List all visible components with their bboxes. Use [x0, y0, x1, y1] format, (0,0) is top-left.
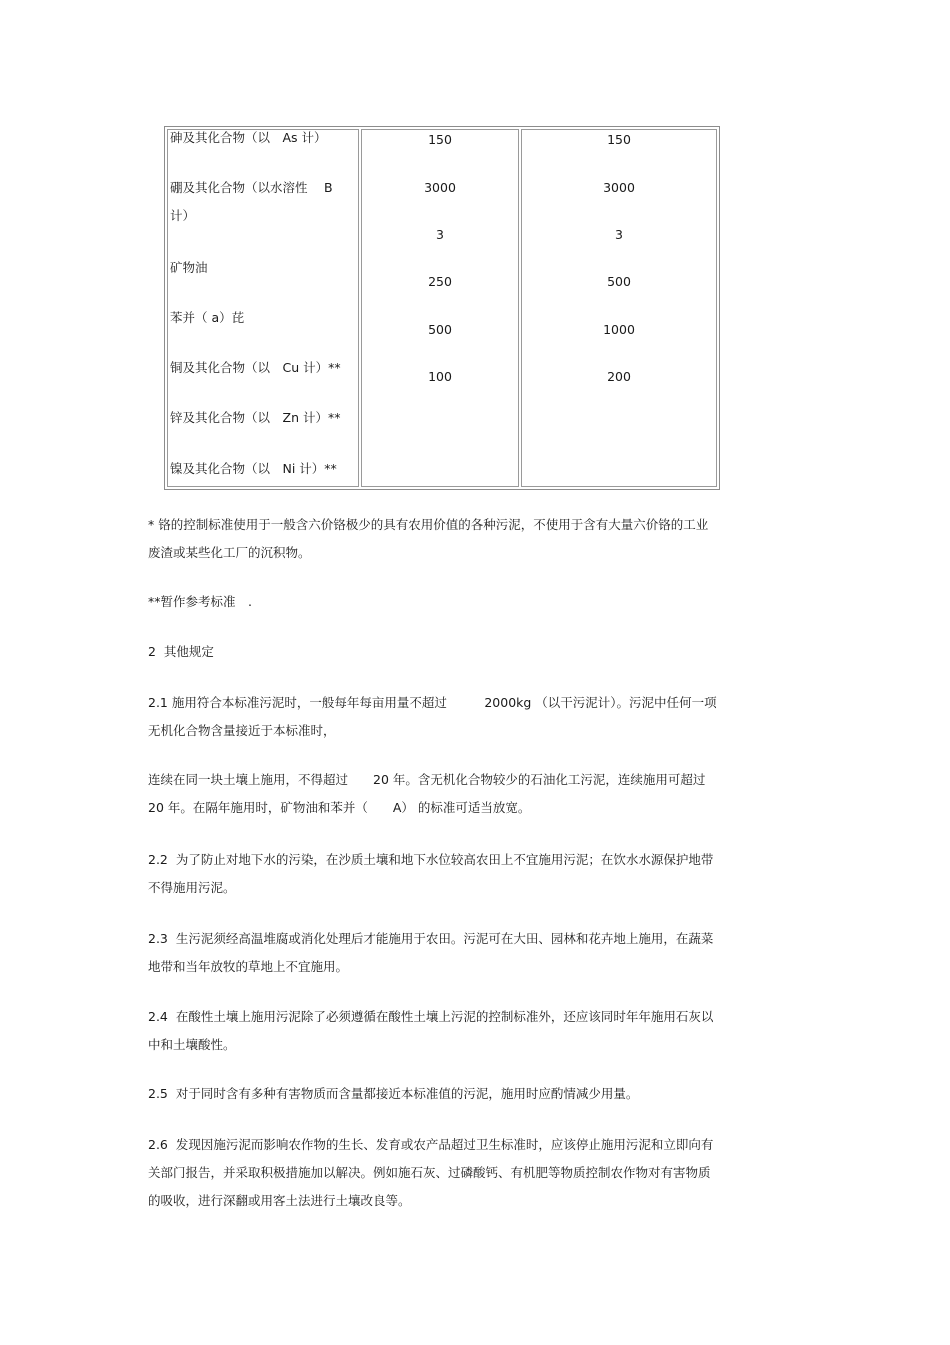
- paragraph-2-2: 2.2 为了防止对地下水的污染，在沙质土壤和地下水位较高农田上不宜施用污泥；在饮水水源保护地带不得施用污泥。: [148, 852, 714, 895]
- paragraph-2-4: 2.4 在酸性土壤上施用污泥除了必须遵循在酸性土壤上污泥的控制标准外，还应该同时年年施用石灰以中和土壤酸性。: [148, 1009, 714, 1052]
- value-cell: 150: [607, 132, 631, 147]
- paragraph-2-5: 2.5 对于同时含有多种有害物质而含量都接近本标准值的污泥，施用时应酌情减少用量。: [148, 1086, 639, 1101]
- standards-table: [164, 126, 720, 490]
- value-cell: 3000: [424, 180, 456, 195]
- paragraph-2-3: 2.3 生污泥须经高温堆腐或消化处理后才能施用于农田。污泥可在大田、园林和花卉地上施用，在蔬菜地带和当年放牧的草地上不宜施用。: [148, 931, 714, 974]
- section-heading: 2 其他规定: [148, 644, 214, 659]
- label-copper: 铜及其化合物（以 Cu 计）**: [170, 360, 341, 375]
- value-cell: 3: [615, 227, 623, 242]
- value-cell: 500: [607, 274, 631, 289]
- paragraph-2-1-a: 2.1 施用符合本标准污泥时，一般每年每亩用量不超过 2000kg （以干污泥计）。污泥中任何一项无机化合物含量接近于本标准时，: [148, 695, 717, 738]
- value-cell: 3: [436, 227, 444, 242]
- paragraph-2-1-b: 连续在同一块土壤上施用，不得超过 20 年。含无机化合物较少的石油化工污泥，连续施用可超过 20 年。在隔年施用时，矿物油和苯并（ A） 的标准可适当放宽。: [148, 772, 710, 815]
- value-cell: 1000: [603, 322, 635, 337]
- value-cell: 200: [607, 369, 631, 384]
- label-mineral-oil: 矿物油: [170, 260, 208, 275]
- value-cell: 100: [428, 369, 452, 384]
- value-cell: 3000: [603, 180, 635, 195]
- value-column-1: [361, 129, 519, 487]
- paragraph-2-6: 2.6 发现因施污泥而影响农作物的生长、发育或农产品超过卫生标准时，应该停止施用污泥和立即向有关部门报告，并采取积极措施加以解决。例如施石灰、过磷酸钙、有机肥等物质控制农作物对有害物质的吸收，进行深翻或用客土法进行土壤改良等。: [148, 1137, 714, 1208]
- value-cell: 500: [428, 322, 452, 337]
- footnote-provisional: **暂作参考标准 .: [148, 594, 252, 609]
- value-cell: 250: [428, 274, 452, 289]
- label-arsenic: 砷及其化合物（以 As 计）: [170, 130, 327, 145]
- value-column-2: [521, 129, 717, 487]
- value-cell: 150: [428, 132, 452, 147]
- label-column: [167, 129, 359, 487]
- label-zinc: 锌及其化合物（以 Zn 计）**: [170, 410, 341, 425]
- label-boron: 硼及其化合物（以水溶性 B 计）: [170, 180, 333, 223]
- label-benzopyrene: 苯并（ a）芘: [170, 310, 245, 325]
- footnote-chromium: * 铬的控制标准使用于一般含六价铬极少的具有农用价值的各种污泥，不使用于含有大量六价铬的工业废渣或某些化工厂的沉积物。: [148, 517, 709, 560]
- label-nickel: 镍及其化合物（以 Ni 计）**: [170, 461, 337, 476]
